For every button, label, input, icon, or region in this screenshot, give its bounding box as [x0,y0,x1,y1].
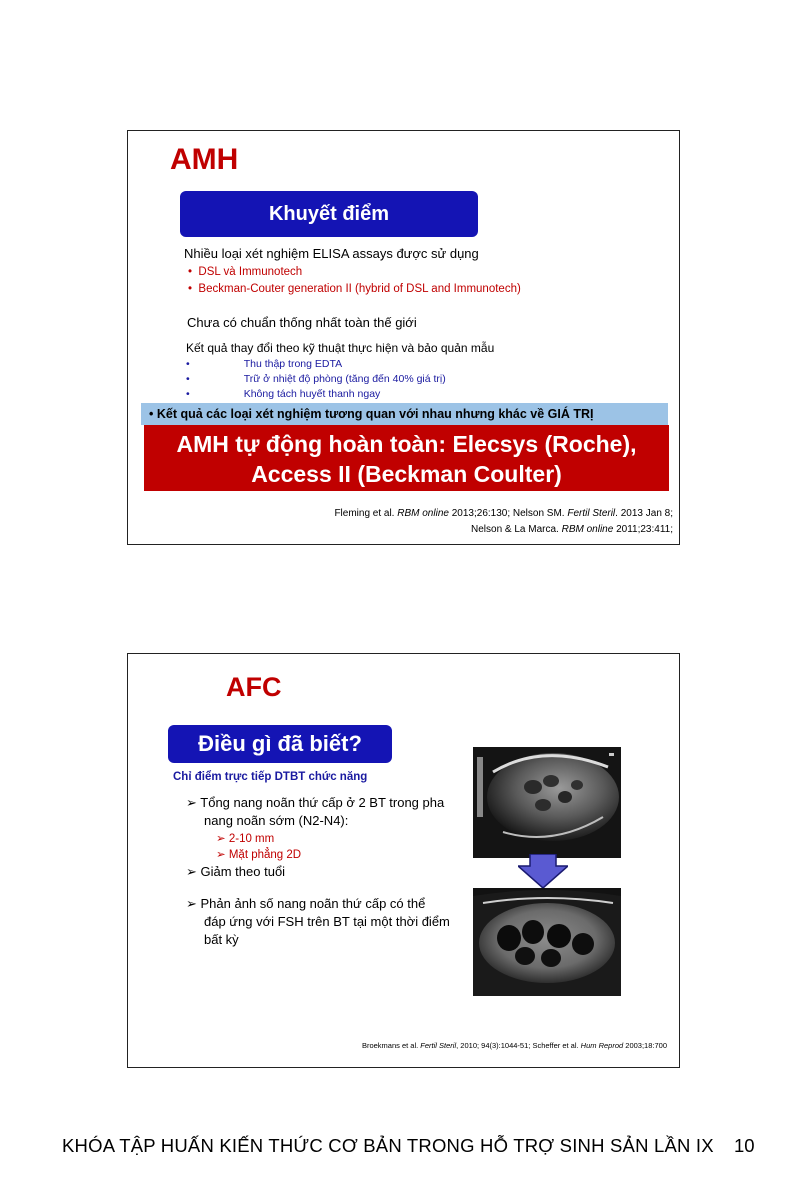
reference: Broekmans et al. Fertil Steril, 2010; 94(3):1044-51; Scheffer et al. Hum Reprod 2003;18:700 [361,1041,667,1050]
reference: Nelson & La Marca. RBM online 2011;23:411; [471,524,673,535]
slide-title: AFC [226,672,282,702]
page-number: 10 [734,1135,755,1156]
text-line: Nhiều loại xét nghiệm ELISA assays được sử dụng [184,246,479,261]
banner-line: Access II (Beckman Coulter) [251,461,562,487]
ultrasound-image-bottom [473,888,621,996]
list-item: • Beckman-Couter generation II (hybrid of DSL and Immunotech) [188,283,521,295]
page-footer: KHÓA TẬP HUẤN KIẾN THỨC CƠ BẢN TRONG HỖ TRỢ SINH SẢN LẦN IX [62,1135,714,1156]
list-item: • Thu thập trong EDTA [186,358,343,370]
list-item: ➢ Phản ảnh số nang noãn thứ cấp có thể [186,896,426,911]
reference: Fleming et al. RBM online 2013;26:130; Nelson SM. Fertil Steril. 2013 Jan 8; [334,508,673,519]
text-line: Chưa có chuẩn thống nhất toàn thế giới [187,315,417,330]
text-line: Kết quả thay đổi theo kỹ thuật thực hiện và bảo quản mẫu [186,341,495,355]
list-item: đáp ứng với FSH trên BT tại một thời điểm [204,914,450,929]
header-box: Điều gì đã biết? [168,725,392,763]
header-box: Khuyết điểm [180,191,478,237]
list-item: ➢ Tổng nang noãn thứ cấp ở 2 BT trong pha [186,795,445,810]
list-item: • DSL và Immunotech [188,266,303,278]
list-item: bất kỳ [204,932,239,947]
list-item: ➢ 2-10 mm [216,833,275,845]
list-item: ➢ Mặt phẳng 2D [216,849,302,861]
list-item: • Không tách huyết thanh ngay [186,388,381,400]
list-item: • Trữ ở nhiệt độ phòng (tăng đến 40% giá trị) [186,373,446,385]
banner [144,425,669,491]
list-item: nang noãn sớm (N2-N4): [204,813,349,828]
slide-title: AMH [170,143,239,176]
slide-afc [127,653,680,1068]
subheading: Chỉ điểm trực tiếp DTBT chức năng [173,771,368,783]
slide-amh [127,130,680,545]
arrow-down-icon [518,854,568,888]
highlight-bar: • Kết quả các loại xét nghiệm tương quan với nhau nhưng khác về GIÁ TRỊ [141,403,668,425]
list-item: ➢ Giảm theo tuổi [186,864,286,879]
banner-line: AMH tự động hoàn toàn: Elecsys (Roche), [176,431,637,457]
ultrasound-image-top [473,747,621,858]
